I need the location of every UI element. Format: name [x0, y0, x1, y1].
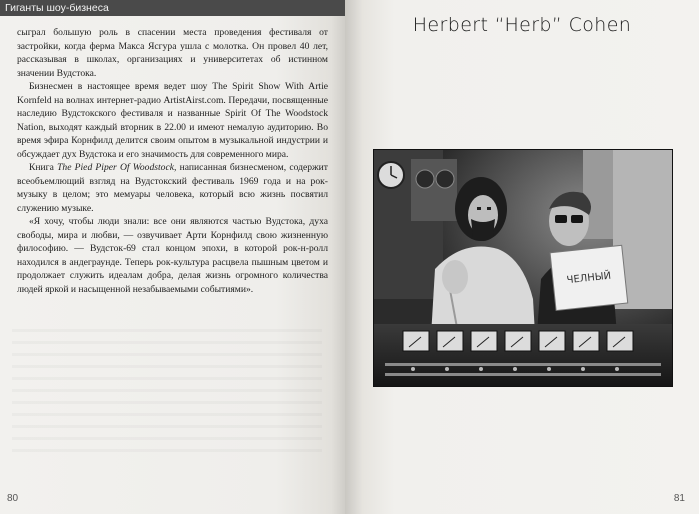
page-number-left: 80	[7, 493, 19, 504]
book-title: The Pied Piper Of Woodstock	[57, 162, 174, 173]
paragraph-3	[17, 161, 328, 215]
paragraph-3-before: Книга	[29, 162, 58, 173]
paragraph-4: «Я хочу, чтобы люди знали: все они являются частью Вудстока, духа свободы, мира и любви, — озвучивает Арти Корнфилд свою жизненную философию. — Вудсток-69 стал концом эпохи, в которой рок-н-ролл находился в андеграунде. Теперь рок-культура расцвела пышным цветом и продолжает служить идеалам добра, делая жизнь огромного количества людей яркой и насыщенной незабываемыми событиями».	[17, 216, 328, 295]
running-header: Гиганты шоу-бизнеса	[0, 0, 345, 16]
body-text	[17, 26, 328, 296]
photograph	[373, 149, 673, 387]
bleed-through-texture	[12, 320, 322, 460]
photo-title: Herbert “Herb” Cohen	[412, 14, 632, 36]
left-page	[0, 0, 345, 514]
photograph-image	[373, 149, 673, 387]
paragraph-1: сыграл большую роль в спасении места проведения фестиваля от застройки, когда ферма Макса Ясгура ушла с молотка. Он провел 40 лет, рассказывая в школах, организациях и университетах об истинном значении Вудстока.	[17, 27, 328, 79]
sign-text: ЧЕЛНЫЙ	[566, 270, 612, 287]
right-page	[345, 0, 699, 514]
paragraph-3-after: , написанная бизнесменом, содержит всеобъемлющий взгляд на Вудстокский фестиваль 1969 года и на рок-музыку в целом; это мемуары человека, который всю жизнь посвятил служению музыке.	[17, 162, 328, 214]
page-number-right: 81	[673, 493, 685, 504]
paragraph-2: Бизнесмен в настоящее время ведет шоу The Spirit Show With Artie Kornfeld на волнах интернет-радио ArtistAirst.com. Передачи, посвященные наследию Вудстокского фестиваля и названные Spirit Of The Woodstock Nation, выходят каждый вторник в 22.00 и имеют немалую аудиторию. Во время эфира Корнфилд делится своим опытом в музыкальной индустрии и обсуждает дух Вудстока и его значимость для современного мира.	[17, 81, 328, 160]
